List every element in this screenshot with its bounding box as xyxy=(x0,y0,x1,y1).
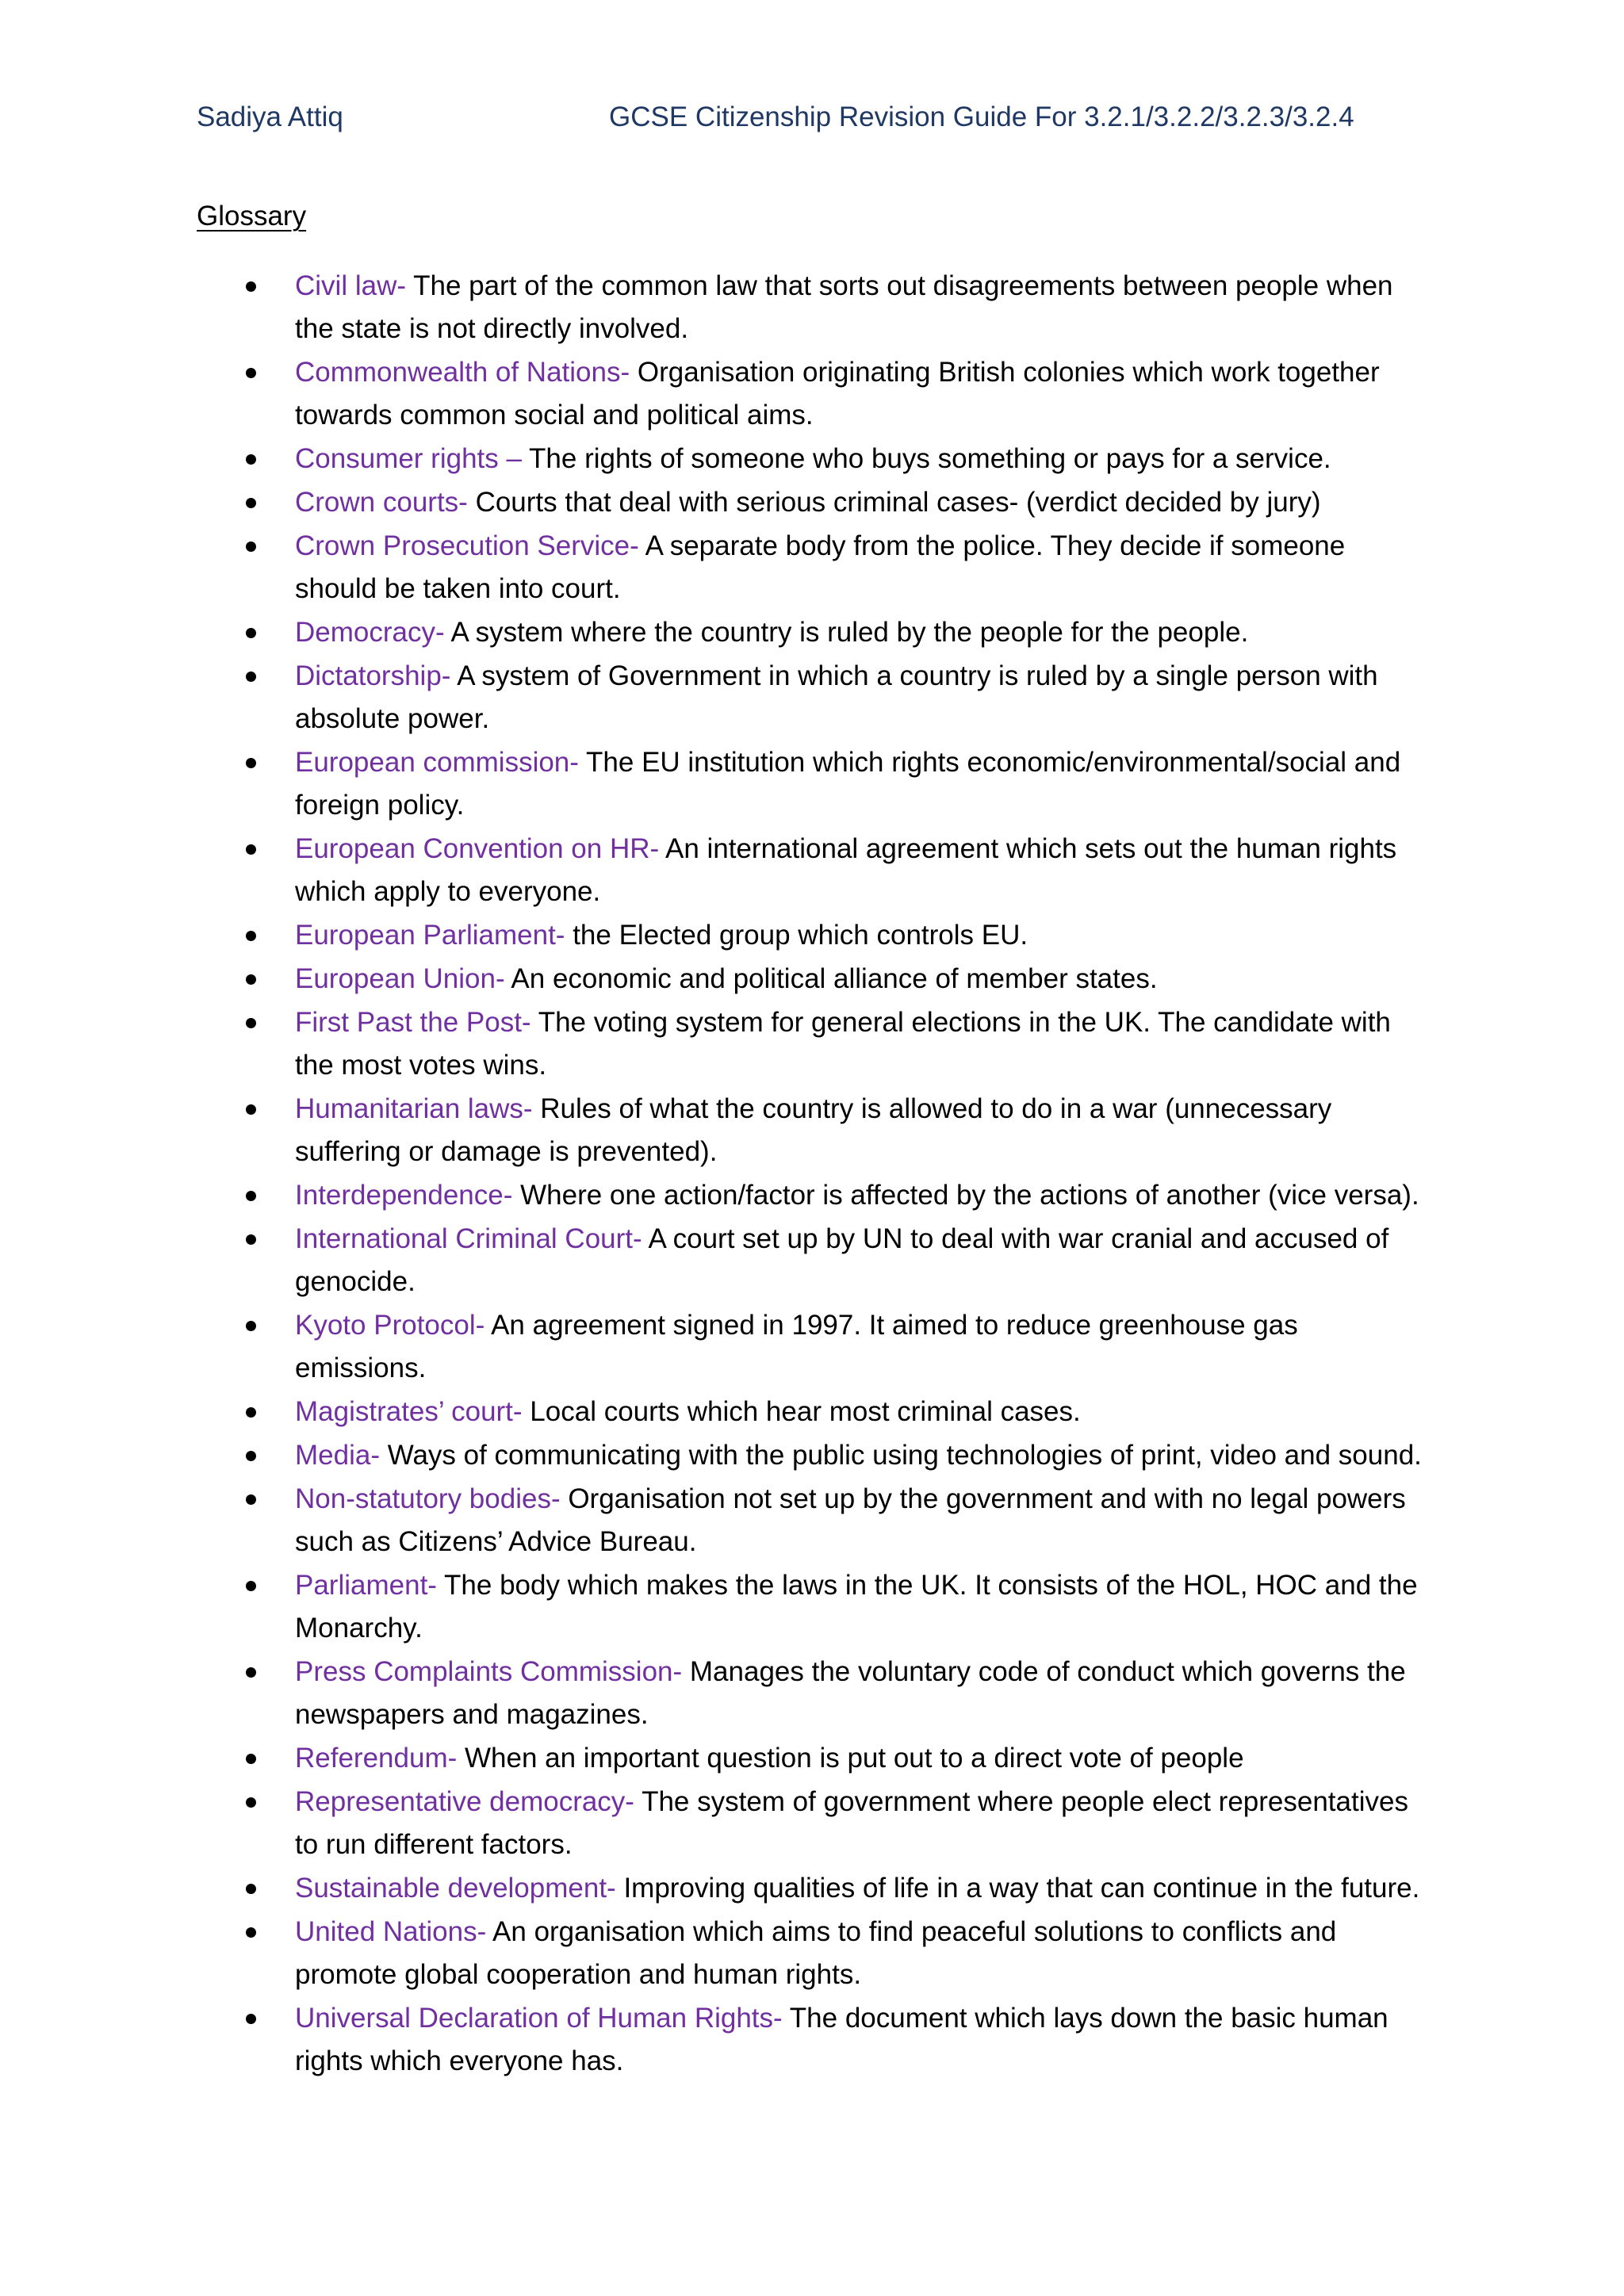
glossary-definition: Improving qualities of life in a way that can continue in the future. xyxy=(623,1873,1420,1904)
glossary-heading: Glossary xyxy=(197,201,307,232)
glossary-term: Interdependence- xyxy=(295,1180,521,1211)
glossary-definition: A separate body from the police. They decide if someone should be taken into court. xyxy=(295,530,1346,604)
bullet-icon xyxy=(246,1018,256,1028)
glossary-definition: An agreement signed in 1997. It aimed to reduce greenhouse gas emissions. xyxy=(295,1310,1298,1383)
bullet-icon xyxy=(246,1754,256,1764)
document-title: GCSE Citizenship Revision Guide For 3.2.1/3.2.2/3.2.3/3.2.4 xyxy=(609,101,1354,132)
bullet-icon xyxy=(246,1581,256,1591)
glossary-item xyxy=(197,958,1434,1001)
glossary-definition: The document which lays down the basic human rights which everyone has. xyxy=(295,2003,1388,2076)
bullet-icon xyxy=(246,1667,256,1678)
glossary-term: Democracy- xyxy=(295,617,451,648)
glossary-term: Crown courts- xyxy=(295,487,476,518)
glossary-term: Referendum- xyxy=(295,1743,465,1774)
glossary-item xyxy=(197,525,1434,610)
glossary-definition: An organisation which aims to find peaceful solutions to conflicts and promote global cooperation and human rights. xyxy=(295,1916,1337,1990)
glossary-definition: The part of the common law that sorts out disagreements between people when the state is not directly involved. xyxy=(295,270,1393,344)
glossary-item xyxy=(197,1001,1434,1087)
glossary-definition: Rules of what the country is allowed to do in a war (unnecessary suffering or damage is prevented). xyxy=(295,1093,1332,1167)
glossary-term: Sustainable development- xyxy=(295,1873,624,1904)
glossary-term: Non-statutory bodies- xyxy=(295,1483,569,1514)
bullet-icon xyxy=(246,974,256,985)
bullet-icon xyxy=(246,1494,256,1505)
bullet-icon xyxy=(246,1321,256,1331)
glossary-item xyxy=(197,1997,1434,2083)
glossary-definition: The system of government where people elect representatives to run different factors. xyxy=(295,1786,1408,1860)
glossary-item xyxy=(197,1434,1434,1477)
glossary-term: International Criminal Court- xyxy=(295,1223,649,1254)
bullet-icon xyxy=(246,1927,256,1938)
bullet-icon xyxy=(246,628,256,638)
bullet-icon xyxy=(246,454,256,465)
glossary-item xyxy=(197,828,1434,913)
bullet-icon xyxy=(246,1407,256,1418)
glossary-item xyxy=(197,1391,1434,1433)
glossary-term: European Parliament- xyxy=(295,920,573,951)
glossary-term: Dictatorship- xyxy=(295,660,458,691)
glossary-term: United Nations- xyxy=(295,1916,493,1947)
glossary-definition: An economic and political alliance of member states. xyxy=(511,963,1158,994)
glossary-term: First Past the Post- xyxy=(295,1007,538,1038)
glossary-item xyxy=(197,1088,1434,1173)
glossary-definition: Organisation originating British colonies which work together towards common social and political aims. xyxy=(295,357,1380,430)
glossary-term: Kyoto Protocol- xyxy=(295,1310,492,1341)
glossary-item xyxy=(197,914,1434,957)
glossary-definition: Where one action/factor is affected by the actions of another (vice versa). xyxy=(520,1180,1419,1211)
bullet-icon xyxy=(246,1234,256,1245)
glossary-definition: The voting system for general elections in the UK. The candidate with the most votes wins. xyxy=(295,1007,1391,1081)
glossary-item xyxy=(197,611,1434,654)
glossary-definition: Ways of communicating with the public using technologies of print, video and sound. xyxy=(387,1440,1422,1471)
bullet-icon xyxy=(246,931,256,941)
glossary-definition: An international agreement which sets out the human rights which apply to everyone. xyxy=(295,833,1397,907)
glossary-definition: The rights of someone who buys something or pays for a service. xyxy=(529,443,1331,474)
glossary-item xyxy=(197,1737,1434,1780)
glossary-term: Humanitarian laws- xyxy=(295,1093,541,1124)
glossary-term: Press Complaints Commission- xyxy=(295,1656,690,1687)
glossary-item xyxy=(197,1304,1434,1390)
glossary-item xyxy=(197,265,1434,350)
glossary-term: Magistrates’ court- xyxy=(295,1396,530,1427)
glossary-item xyxy=(197,1911,1434,1996)
glossary-term: European Convention on HR- xyxy=(295,833,665,864)
author-name: Sadiya Attiq xyxy=(197,101,343,132)
glossary-list xyxy=(197,265,1434,2084)
glossary-definition: the Elected group which controls EU. xyxy=(573,920,1028,951)
glossary-item xyxy=(197,1218,1434,1303)
bullet-icon xyxy=(246,1451,256,1461)
glossary-definition: When an important question is put out to a direct vote of people xyxy=(464,1743,1244,1774)
glossary-term: Parliament- xyxy=(295,1570,445,1601)
bullet-icon xyxy=(246,2014,256,2024)
glossary-item xyxy=(197,1174,1434,1217)
bullet-icon xyxy=(246,758,256,768)
glossary-definition: Local courts which hear most criminal cases. xyxy=(530,1396,1081,1427)
bullet-icon xyxy=(246,1884,256,1894)
bullet-icon xyxy=(246,498,256,508)
glossary-item xyxy=(197,1651,1434,1736)
glossary-definition: Organisation not set up by the government and with no legal powers such as Citizens’ Advice Bureau. xyxy=(295,1483,1406,1557)
glossary-term: Media- xyxy=(295,1440,388,1471)
glossary-term: Civil law- xyxy=(295,270,414,301)
glossary-term: Consumer rights – xyxy=(295,443,530,474)
glossary-definition: A system of Government in which a country is ruled by a single person with absolute power. xyxy=(295,660,1378,734)
glossary-item xyxy=(197,351,1434,437)
glossary-definition: The body which makes the laws in the UK. It consists of the HOL, HOC and the Monarchy. xyxy=(295,1570,1418,1644)
glossary-definition: A system where the country is ruled by the people for the people. xyxy=(450,617,1249,648)
glossary-item xyxy=(197,1478,1434,1563)
bullet-icon xyxy=(246,368,256,378)
glossary-definition: Manages the voluntary code of conduct which governs the newspapers and magazines. xyxy=(295,1656,1406,1730)
bullet-icon xyxy=(246,844,256,855)
glossary-item xyxy=(197,1867,1434,1910)
glossary-item xyxy=(197,655,1434,740)
bullet-icon xyxy=(246,1191,256,1201)
glossary-term: European commission- xyxy=(295,747,587,778)
glossary-definition: The EU institution which rights economic/environmental/social and foreign policy. xyxy=(295,747,1401,821)
glossary-definition: A court set up by UN to deal with war cranial and accused of genocide. xyxy=(295,1223,1389,1297)
glossary-term: Commonwealth of Nations- xyxy=(295,357,638,388)
bullet-icon xyxy=(246,541,256,552)
glossary-term: Crown Prosecution Service- xyxy=(295,530,645,561)
glossary-item xyxy=(197,741,1434,827)
glossary-term: European Union- xyxy=(295,963,511,994)
glossary-item xyxy=(197,1781,1434,1866)
glossary-term: Universal Declaration of Human Rights- xyxy=(295,2003,790,2034)
bullet-icon xyxy=(246,1797,256,1808)
bullet-icon xyxy=(246,1104,256,1115)
glossary-item xyxy=(197,481,1434,524)
glossary-item xyxy=(197,438,1434,480)
glossary-item xyxy=(197,1564,1434,1650)
glossary-definition: Courts that deal with serious criminal cases- (verdict decided by jury) xyxy=(475,487,1321,518)
page-header xyxy=(197,94,1434,141)
glossary-term: Representative democracy- xyxy=(295,1786,642,1817)
bullet-icon xyxy=(246,281,256,292)
bullet-icon xyxy=(246,672,256,682)
